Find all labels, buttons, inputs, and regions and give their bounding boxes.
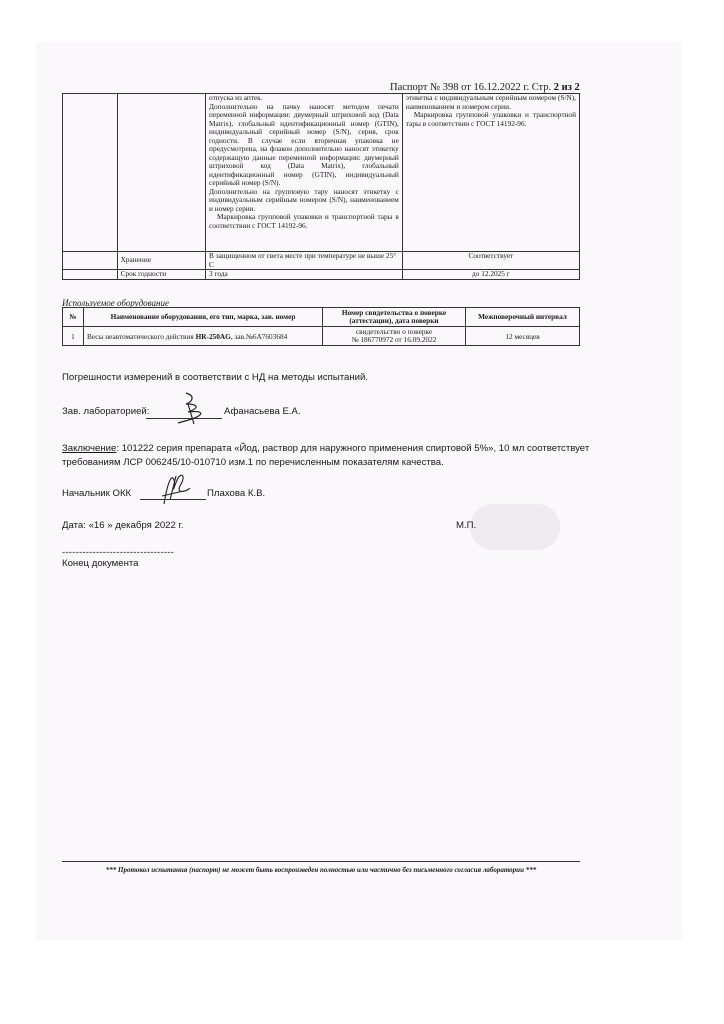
table-cell	[63, 94, 118, 252]
stamp-area	[470, 504, 560, 550]
certificate-number: № 186770972 от 16.09.2022	[351, 335, 437, 344]
lab-head-label: Зав. лабораторией:	[62, 406, 150, 417]
page-number: 2 из 2	[553, 82, 580, 93]
conclusion-text-1: : 101222 серия препарата «Йод, раствор для наружного применения спиртовой 5%», 10 мл соответствует	[116, 443, 590, 454]
table-cell	[117, 94, 205, 252]
page-header	[390, 82, 580, 93]
measurement-errors-note: Погрешности измерений в соответствии с НД на методы испытаний.	[62, 372, 369, 383]
end-of-document: Конец документа	[62, 558, 139, 569]
certificate-label: свидетельство о поверке	[355, 326, 433, 336]
equipment-section-title: Используемое оборудование	[62, 298, 169, 308]
marking-result-cell	[402, 94, 579, 252]
conclusion-text-2: требованиям ЛСР 006245/10-010710 изм.1 по перечисленным показателям качества.	[62, 457, 444, 468]
footer-divider	[62, 861, 580, 862]
conclusion-label: Заключение	[62, 443, 117, 454]
column-header: Номер свидетельства о поверке (аттестации), дата поверки	[323, 308, 466, 327]
column-header: №	[63, 308, 84, 327]
shelf-life-result: до 12.2025 г	[402, 270, 579, 280]
shelf-life-name: Срок годности	[117, 270, 205, 280]
table-cell	[63, 252, 118, 270]
lab-head-signature-icon	[168, 390, 218, 430]
verification-interval: 12 месяцев	[466, 327, 580, 346]
marking-text-1: отпуска из аптек.	[209, 93, 263, 102]
marking-result-2: Маркировка групповой упаковки и транспортной тары в соответствии с ГОСТ 14192-96.	[405, 110, 576, 128]
table-cell	[63, 270, 118, 280]
table-header-row	[63, 308, 580, 327]
table-row	[63, 270, 580, 280]
okk-head-name: Плахова К.В.	[207, 488, 266, 499]
equipment-number: 1	[63, 327, 84, 346]
table-row	[63, 327, 580, 346]
equipment-model: HR-250AG	[195, 331, 231, 341]
shelf-life-requirement: 3 года	[206, 270, 403, 280]
passport-number: Паспорт № 398 от 16.12.2022 г. Стр.	[390, 82, 552, 93]
document-date: Дата: «16 » декабря 2022 г.	[62, 520, 184, 531]
marking-requirement-cell	[206, 94, 403, 252]
storage-requirement: В защищенном от света месте при температуре не выше 25° С	[206, 252, 403, 270]
specification-table	[62, 93, 580, 280]
equipment-name-text: Весы неавтоматического действия	[87, 331, 196, 341]
column-header: Наименование оборудования, его тип, марка, зав. номер	[84, 308, 323, 327]
equipment-serial: , зав.№6А7603684	[230, 331, 288, 341]
table-row	[63, 94, 580, 252]
marking-result-1: этикетка с индивидуальным серийным номером (S/N), наименованием и номером серии.	[405, 93, 576, 111]
equipment-certificate	[323, 327, 466, 346]
conclusion-line-1	[62, 443, 589, 454]
column-header: Межповерочный интервал	[466, 308, 580, 327]
equipment-name	[84, 327, 323, 346]
lab-head-name: Афанасьева Е.А.	[224, 406, 301, 417]
okk-head-signature-icon	[156, 470, 196, 510]
footer-note: *** Протокол испытания (паспорт) не может быть воспроизведен полностью или частично без письменного согласия лаборатории ***	[105, 866, 537, 874]
stamp-label: М.П.	[456, 520, 477, 531]
equipment-table	[62, 307, 580, 346]
marking-text-4: Маркировка групповой упаковки и транспортной тары в соответствии с ГОСТ 14192-96.	[209, 212, 399, 230]
marking-text-2: Дополнительно на пачку наносят методом печати переменной информации: двумерный штриховой код (Data Matrix), глобальный идентификационный номер (GTIN), индивидуальный серийный номер (S/N), серия, срок годности. В случае если вторичная упаковка не предусмотрена, на флакон дополнительно наносят этикетку содержащую данные переменной информации: двумерный штриховой код (Data Matrix), глобальный идентификационный номер (GTIN), индивидуальный серийный номер (S/N).	[209, 101, 399, 188]
separator-dashes: ---------------------------------	[62, 547, 175, 558]
okk-head-label: Начальник ОКК	[62, 488, 132, 499]
table-row	[63, 252, 580, 270]
storage-name: Хранение	[117, 252, 205, 270]
storage-result: Соответствует	[402, 252, 579, 270]
marking-text-3: Дополнительно на групповую тару наносят этикетку с индивидуальным серийным номером (S/N), наименованием и номер серии.	[209, 186, 399, 213]
